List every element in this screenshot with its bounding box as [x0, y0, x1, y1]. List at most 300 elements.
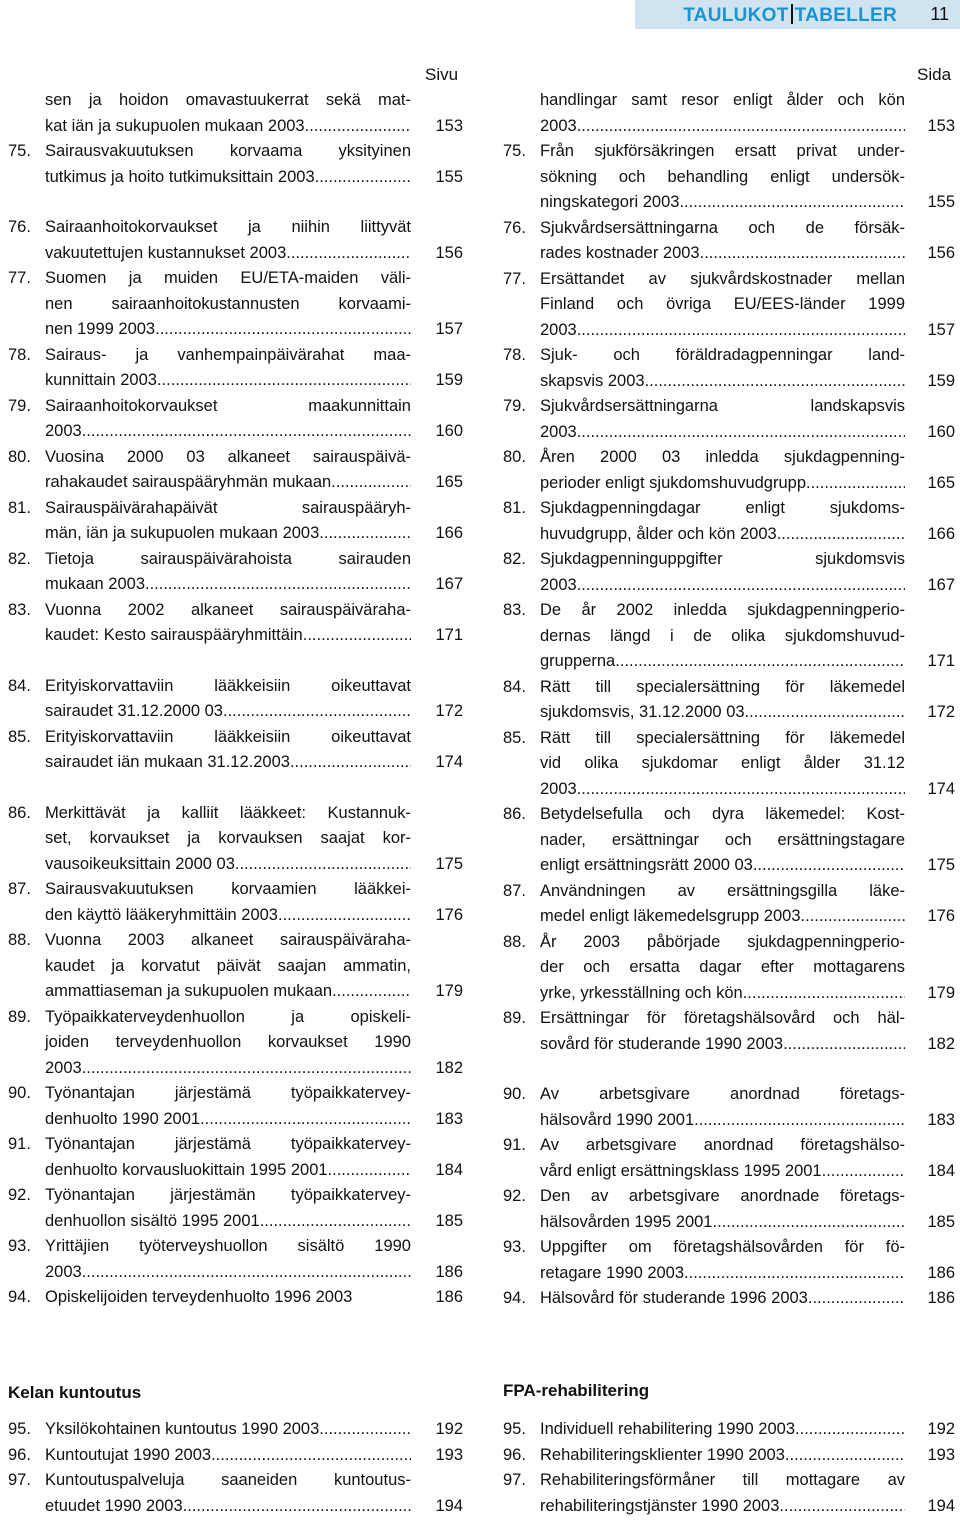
toc-entry[interactable] [503, 496, 955, 547]
toc-entry-text: medel enligt läkemedelsgrupp 2003 ..... [540, 904, 905, 930]
toc-entry[interactable] [503, 139, 955, 216]
leader-dots [278, 903, 411, 929]
leader-dots [157, 368, 411, 394]
toc-entry[interactable] [8, 1234, 463, 1285]
toc-entry-text: denhuolto korvausluokittain 1995 2001 ..... [45, 1158, 411, 1184]
toc-entry-text: Työpaikkaterveydenhuollon ja opiskeli- [45, 1007, 411, 1026]
toc-entry-number: 90. [503, 1085, 526, 1103]
toc-entry-text: Rätt till specialersättning för läkemedel [540, 677, 905, 696]
leader-dots [777, 522, 905, 548]
toc-entry-text: Suomen ja muiden EU/ETA-maiden väli- [45, 269, 411, 287]
toc-entry[interactable] [503, 802, 955, 879]
toc-entry-number: 86. [503, 805, 526, 823]
toc-entry-text: 2003 ..... [540, 777, 905, 803]
toc-entry-page: 194 [435, 1496, 463, 1515]
toc-entry-number: 81. [503, 499, 526, 517]
leader-dots [328, 1158, 411, 1184]
toc-fpa-rehab [503, 1417, 955, 1519]
toc-entry-text: yrke, yrkesställning och kön ..... [540, 981, 905, 1007]
toc-entry-text: enligt ersättningsrätt 2000 03 ..... [540, 853, 905, 879]
toc-entry-page: 157 [435, 320, 463, 338]
toc-entry-page: 184 [927, 1161, 955, 1180]
toc-entry-text: Sjukvårdsersättningarna och de försäk- [540, 218, 905, 237]
toc-entry-page: 182 [927, 1034, 955, 1053]
toc-entry-text: joiden terveydenhuollon korvaukset 1990 [45, 1033, 411, 1051]
toc-entry-number: 95. [8, 1420, 31, 1438]
toc-entry-text: sen ja hoidon omavastuukerrat sekä mat- [45, 91, 411, 109]
toc-entry-text: Tietoja sairauspäivärahoista sairauden [45, 549, 411, 568]
section-heading-fpa-rehab: FPA-rehabilitering [503, 1381, 650, 1400]
toc-entry-page: 167 [927, 575, 955, 594]
toc-entry-page: 175 [927, 856, 955, 874]
toc-entry-text: Sjuk- och föräldradagpenningar land- [540, 346, 905, 364]
toc-entry-text: 2003 ..... [45, 1056, 411, 1082]
leader-dots [806, 471, 905, 497]
toc-entry[interactable] [8, 1005, 463, 1082]
toc-entry[interactable] [8, 801, 463, 878]
toc-entry-text: 2003 ..... [540, 318, 905, 344]
leader-dots [577, 114, 905, 140]
leader-dots [305, 114, 411, 140]
toc-entry-page: 193 [927, 1445, 955, 1464]
toc-entry-text: grupperna ..... [540, 649, 905, 675]
leader-dots [155, 317, 411, 343]
toc-entry-number: 80. [8, 447, 31, 466]
toc-entry-text: Sairauspäivärahapäivät sairauspääryh- [45, 498, 411, 517]
leader-dots [319, 521, 411, 547]
toc-entry[interactable] [8, 139, 463, 190]
toc-entry[interactable] [503, 547, 955, 598]
toc-entry-text: 2003 ..... [540, 114, 905, 140]
leader-dots [211, 1443, 411, 1469]
toc-entry-text: etuudet 1990 2003 ..... [45, 1494, 411, 1520]
toc-entry-text: rehabiliteringstjänster 1990 2003 ..... [540, 1494, 905, 1520]
toc-entry-page: 186 [927, 1289, 955, 1307]
toc-kela-rehab [8, 1417, 463, 1519]
toc-entry-text: År 2003 påbörjade sjukdagpenningperio- [540, 932, 905, 951]
toc-entry-number: 83. [503, 601, 526, 619]
title-separator [791, 4, 793, 24]
toc-entry-page: 167 [435, 575, 463, 593]
toc-entry-text: ammattiaseman ja sukupuolen mukaan ..... [45, 979, 411, 1005]
toc-entry[interactable] [503, 1006, 955, 1057]
toc-entry-text: sairaudet 31.12.2000 03 ..... [45, 699, 411, 725]
toc-entry[interactable] [8, 598, 463, 649]
leader-dots [577, 420, 905, 446]
toc-entry[interactable] [503, 1235, 955, 1286]
toc-entry-page: 160 [435, 422, 463, 440]
toc-entry-text: Sjukvårdsersättningarna landskapsvis [540, 397, 905, 415]
toc-entry-text: Työnantajan järjestämä työpaikkatervey- [45, 1135, 411, 1153]
toc-entry-number: 75. [8, 142, 31, 160]
leader-dots [801, 904, 905, 930]
leader-dots [82, 419, 411, 445]
toc-entry[interactable] [503, 267, 955, 344]
toc-entry-text: Kuntoutuspalveluja saaneiden kuntoutus- [45, 1471, 411, 1489]
toc-entry[interactable] [503, 445, 955, 496]
toc-entry-text: Erityiskorvattaviin lääkkeisiin oikeuttavat [45, 727, 411, 746]
toc-entry[interactable] [503, 1082, 955, 1133]
toc-entry-page: 185 [435, 1211, 463, 1230]
toc-entry-number: 85. [8, 727, 31, 746]
toc-entry-text: hälsovård 1990 2001 ..... [540, 1108, 905, 1134]
toc-entry-text: hälsovården 1995 2001 ..... [540, 1210, 905, 1236]
toc-entry-text: Sjukdagpenningdagar enligt sjukdoms- [540, 499, 905, 517]
leader-dots [779, 1494, 905, 1520]
toc-entry[interactable] [503, 343, 955, 394]
toc-entry-text: Rehabiliteringsklienter 1990 2003 ..... [540, 1443, 905, 1469]
toc-entry-number: 91. [8, 1135, 31, 1153]
toc-entry-number: 88. [8, 931, 31, 949]
leader-dots [745, 700, 905, 726]
leader-dots [743, 981, 905, 1007]
toc-entry-number: 80. [503, 448, 526, 466]
toc-entry-text: Merkittävät ja kalliit lääkkeet: Kustannuk- [45, 803, 411, 822]
toc-entry[interactable] [8, 1417, 463, 1443]
toc-entry[interactable] [503, 1443, 955, 1469]
toc-entry[interactable] [503, 1417, 955, 1443]
toc-entry-page: 185 [927, 1212, 955, 1231]
toc-entry-text: nader, ersättningar och ersättningstagare [540, 830, 905, 849]
toc-entry-text: Sairaanhoitokorvaukset ja niihin liittyvät [45, 218, 411, 236]
toc-entry-text: vård enligt ersättningsklass 1995 2001 ..... [540, 1159, 905, 1185]
toc-entry-page: 157 [927, 320, 955, 339]
toc-entry-page: 166 [927, 524, 955, 543]
leader-dots [223, 699, 411, 725]
toc-entry[interactable] [8, 1468, 463, 1519]
toc-entry-text: 2003 ..... [540, 420, 905, 446]
title-finnish: TAULUKOT [683, 5, 789, 26]
leader-dots [290, 750, 411, 776]
toc-entry-text: Hälsovård för studerande 1996 2003 ..... [540, 1286, 905, 1312]
toc-entry-text: skapsvis 2003 ..... [540, 369, 905, 395]
toc-entry-number: 87. [503, 881, 526, 900]
leader-dots [303, 623, 411, 649]
toc-entry-number: 97. [8, 1471, 31, 1489]
leader-dots [183, 1494, 411, 1520]
toc-entry-text: Sairaus- ja vanhempainpäivärahat maa- [45, 345, 411, 364]
leader-dots [684, 1261, 905, 1287]
toc-entry-text: sovård för studerande 1990 2003 ..... [540, 1032, 905, 1058]
toc-entry-text: Yksilökohtainen kuntoutus 1990 2003 ..... [45, 1417, 411, 1443]
toc-entry-text: tutkimus ja hoito tutkimuksittain 2003 ..... [45, 165, 411, 191]
toc-entry-number: 89. [8, 1007, 31, 1026]
toc-entry-page: 184 [435, 1160, 463, 1179]
toc-entry[interactable] [8, 496, 463, 547]
toc-entry-page: 171 [927, 652, 955, 670]
toc-entry-text: kunnittain 2003 ..... [45, 368, 411, 394]
toc-entry-text: Den av arbetsgivare anordnade företags- [540, 1187, 905, 1205]
toc-entry-text: Sairaanhoitokorvaukset maakunnittain [45, 396, 411, 415]
toc-entry-text: vid olika sjukdomar enligt ålder 31.12 [540, 754, 905, 772]
toc-entry-page: 179 [435, 982, 463, 1000]
toc-entry-page: 172 [927, 703, 955, 721]
toc-entry-page: 166 [435, 524, 463, 542]
toc-entry-text: denhuollon sisältö 1995 2001 ..... [45, 1209, 411, 1235]
toc-entry-text: Användningen av ersättningsgilla läke- [540, 881, 905, 900]
toc-entry-text: 2003 ..... [540, 573, 905, 599]
toc-entry-page: 159 [927, 371, 955, 390]
leader-dots [331, 470, 411, 496]
leader-dots [753, 853, 905, 879]
toc-entry[interactable] [8, 1132, 463, 1183]
toc-entry-page: 186 [435, 1262, 463, 1281]
leader-dots [679, 190, 905, 216]
toc-entry-number: 88. [503, 932, 526, 951]
page-header [0, 0, 960, 30]
toc-entry-number: 92. [8, 1186, 31, 1204]
toc-entry-text: Vuonna 2003 alkaneet sairauspäiväraha- [45, 931, 411, 949]
toc-entry-number: 78. [503, 346, 526, 364]
toc-entry-text: De år 2002 inledda sjukdagpenningperio- [540, 601, 905, 619]
toc-entry-text: sjukdomsvis, 31.12.2000 03 ..... [540, 700, 905, 726]
toc-entry-text: Sairausvakuutuksen korvaama yksityinen [45, 142, 411, 160]
toc-entry-text: sairaudet iän mukaan 31.12.2003 ..... [45, 750, 411, 776]
toc-entry-number: 76. [503, 218, 526, 237]
leader-dots [577, 318, 905, 344]
toc-entry-number: 82. [8, 549, 31, 568]
toc-entry-page: 153 [435, 116, 463, 135]
toc-entry-text: Opiskelijoiden terveydenhuolto 1996 2003 [45, 1288, 353, 1306]
right-page-heading: Sida [917, 65, 952, 84]
toc-entry-number: 97. [503, 1471, 526, 1489]
toc-entry-page: 171 [435, 626, 463, 644]
toc-entry-number: 77. [8, 269, 31, 287]
leader-dots [260, 1209, 411, 1235]
toc-entry-page: 192 [435, 1420, 463, 1438]
toc-entry-text: Av arbetsgivare anordnad företags- [540, 1085, 905, 1103]
toc-entry-page: 193 [435, 1445, 463, 1464]
toc-entry-number: 79. [503, 397, 526, 415]
toc-entry-text: Kuntoutujat 1990 2003 ..... [45, 1443, 411, 1469]
toc-entry-page: 176 [435, 905, 463, 924]
toc-entry-page: 175 [435, 854, 463, 873]
toc-entry-number: 82. [503, 550, 526, 568]
toc-entry[interactable] [503, 1133, 955, 1184]
toc-entry-number: 89. [503, 1009, 526, 1027]
toc-entry-text: den käyttö lääkeryhmittäin 2003 ..... [45, 903, 411, 929]
toc-entry-text: Av arbetsgivare anordnad företagshälso- [540, 1136, 905, 1154]
toc-entry[interactable] [503, 88, 955, 139]
toc-entry-text: handlingar samt resor enligt ålder och kön [540, 91, 905, 109]
toc-entry-page: 165 [927, 473, 955, 492]
toc-entry-number: 81. [8, 498, 31, 517]
leader-dots [577, 777, 905, 803]
toc-finnish [8, 88, 463, 1311]
leader-dots [795, 1417, 905, 1443]
toc-entry-text: Sairausvakuutuksen korvaamien lääkkei- [45, 880, 411, 898]
leader-dots [822, 1159, 905, 1185]
toc-entry-text: vakuutettujen kustannukset 2003 ..... [45, 241, 411, 267]
toc-entry-text: Åren 2000 03 inledda sjukdagpenning- [540, 448, 905, 466]
toc-entry[interactable] [503, 1468, 955, 1519]
toc-entry-page: 160 [927, 422, 955, 441]
toc-entry-page: 172 [435, 702, 463, 720]
toc-entry-text: Erityiskorvattaviin lääkkeisiin oikeuttavat [45, 676, 411, 695]
toc-entry-text: Ersättningar för företagshälsovård och häl- [540, 1009, 905, 1027]
toc-entry-number: 90. [8, 1084, 31, 1102]
toc-entry[interactable] [503, 394, 955, 445]
toc-entry[interactable] [503, 216, 955, 267]
toc-entry-page: 156 [435, 243, 463, 262]
toc-entry-number: 78. [8, 345, 31, 364]
toc-entry-number: 85. [503, 728, 526, 747]
toc-entry-page: 156 [927, 244, 955, 262]
toc-entry-text: Rätt till specialersättning för läkemedel [540, 728, 905, 747]
toc-entry-text: Työnantajan järjestämä työpaikkatervey- [45, 1084, 411, 1102]
toc-swedish [503, 88, 955, 1312]
toc-entry[interactable] [503, 726, 955, 803]
toc-entry[interactable] [8, 88, 463, 139]
leader-dots [615, 649, 905, 675]
toc-entry-text: Rehabiliteringsförmåner till mottagare av [540, 1471, 905, 1489]
toc-entry-number: 96. [8, 1445, 31, 1464]
toc-entry[interactable] [8, 725, 463, 776]
toc-entry-page: 182 [435, 1058, 463, 1077]
toc-entry-number: 92. [503, 1187, 526, 1205]
leader-dots [82, 1260, 411, 1286]
toc-entry-text: män, iän ja sukupuolen mukaan 2003 ..... [45, 521, 411, 547]
toc-entry-text: Työnantajan järjestämän työpaikkatervey- [45, 1186, 411, 1204]
toc-entry-text: Finland och övriga EU/EES-länder 1999 [540, 295, 905, 313]
leader-dots [82, 1056, 411, 1082]
toc-entry-text: kat iän ja sukupuolen mukaan 2003 ..... [45, 114, 411, 140]
toc-entry[interactable] [503, 879, 955, 930]
leader-dots [577, 573, 905, 599]
toc-entry-number: 94. [503, 1289, 526, 1307]
toc-entry[interactable] [8, 215, 463, 266]
toc-entry[interactable] [8, 394, 463, 445]
toc-entry-text: rades kostnader 2003 ..... [540, 241, 905, 267]
title-swedish: TABELLER [794, 5, 897, 26]
toc-entry-number: 86. [8, 803, 31, 822]
leader-dots [286, 241, 411, 267]
toc-entry[interactable] [8, 1183, 463, 1234]
section-title [683, 4, 897, 27]
toc-entry[interactable] [8, 1285, 463, 1311]
left-page-heading: Sivu [425, 65, 459, 84]
toc-entry-text: Ersättandet av sjukvårdskostnader mellan [540, 269, 905, 288]
toc-entry-text: ningskategori 2003 ..... [540, 190, 905, 216]
toc-entry-number: 75. [503, 142, 526, 160]
toc-entry-number: 91. [503, 1136, 526, 1154]
toc-entry-text: mukaan 2003 ..... [45, 572, 411, 598]
leader-dots [235, 852, 411, 878]
leader-dots [645, 369, 905, 395]
toc-entry-page: 153 [927, 116, 955, 135]
toc-entry-page: 186 [435, 1288, 463, 1306]
toc-entry[interactable] [8, 547, 463, 598]
toc-entry-text: dernas längd i de olika sjukdomshuvud- [540, 626, 905, 645]
toc-entry-number: 79. [8, 396, 31, 415]
toc-entry-text: nen 1999 2003 ..... [45, 317, 411, 343]
toc-entry[interactable] [8, 1443, 463, 1469]
toc-entry-page: 174 [435, 753, 463, 771]
toc-entry-number: 95. [503, 1420, 526, 1438]
leader-dots [315, 165, 411, 191]
toc-entry-number: 94. [8, 1288, 31, 1306]
toc-entry-text: Uppgifter om företagshälsovården för fö- [540, 1238, 905, 1256]
toc-entry-text: der och ersatta dagar efter mottagarens [540, 958, 905, 976]
toc-entry-page: 186 [927, 1263, 955, 1282]
toc-entry-number: 93. [8, 1237, 31, 1255]
toc-entry-text: Individuell rehabilitering 1990 2003 ..... [540, 1417, 905, 1443]
toc-entry-text: Yrittäjien työterveyshuollon sisältö 1990 [45, 1237, 411, 1255]
leader-dots [783, 1032, 905, 1058]
toc-entry-number: 83. [8, 600, 31, 619]
toc-entry[interactable] [8, 1081, 463, 1132]
leader-dots [712, 1210, 905, 1236]
toc-entry[interactable] [503, 930, 955, 1007]
section-heading-kela-rehab: Kelan kuntoutus [8, 1383, 142, 1402]
toc-entry-number: 77. [503, 269, 526, 288]
toc-entry-number: 87. [8, 880, 31, 898]
toc-entry[interactable] [8, 445, 463, 496]
toc-entry-text: denhuolto 1990 2001 ..... [45, 1107, 411, 1133]
toc-entry-page: 155 [435, 167, 463, 186]
toc-entry-number: 84. [8, 676, 31, 695]
toc-entry-page: 194 [927, 1496, 955, 1515]
toc-entry[interactable] [503, 1286, 955, 1312]
leader-dots [785, 1443, 905, 1469]
leader-dots [694, 1108, 905, 1134]
toc-entry-page: 165 [435, 473, 463, 491]
toc-entry[interactable] [8, 674, 463, 725]
toc-entry-page: 192 [927, 1420, 955, 1438]
toc-entry-number: 76. [8, 218, 31, 236]
toc-entry-page: 174 [927, 779, 955, 798]
leader-dots [700, 241, 905, 267]
leader-dots [808, 1286, 905, 1312]
toc-entry-page: 176 [927, 907, 955, 925]
toc-entry[interactable] [503, 1184, 955, 1235]
toc-entry[interactable] [8, 928, 463, 1005]
toc-entry-page: 183 [435, 1109, 463, 1128]
toc-entry-text: 2003 ..... [45, 1260, 411, 1286]
toc-entry-text: kaudet ja korvatut päivät saajan ammatin, [45, 956, 411, 975]
toc-entry-text: 2003 ..... [45, 419, 411, 445]
toc-entry-text: Sjukdagpenninguppgifter sjukdomsvis [540, 550, 905, 568]
leader-dots [319, 1417, 411, 1443]
toc-entry[interactable] [8, 343, 463, 394]
toc-entry-page: 179 [927, 983, 955, 1002]
leader-dots [200, 1107, 411, 1133]
leader-dots [332, 979, 411, 1005]
toc-entry-text: Från sjukförsäkringen ersatt privat under- [540, 142, 905, 160]
toc-entry[interactable] [503, 598, 955, 675]
toc-entry-text: nen sairaanhoitokustannusten korvaami- [45, 294, 411, 313]
toc-entry-text: retagare 1990 2003 ..... [540, 1261, 905, 1287]
toc-entry[interactable] [503, 675, 955, 726]
toc-entry-text: Vuonna 2002 alkaneet sairauspäiväraha- [45, 600, 411, 619]
toc-entry-text: huvudgrupp, ålder och kön 2003 ..... [540, 522, 905, 548]
toc-entry-text: kaudet: Kesto sairauspääryhmittäin ..... [45, 623, 411, 649]
toc-entry-text: Betydelsefulla och dyra läkemedel: Kost- [540, 805, 905, 823]
leader-dots [145, 572, 411, 598]
toc-entry-text: Vuosina 2000 03 alkaneet sairauspäivä- [45, 447, 411, 466]
toc-entry-text: set, korvaukset ja korvauksen saajat kor- [45, 829, 411, 847]
toc-entry-page: 159 [435, 371, 463, 389]
toc-entry-page: 183 [927, 1110, 955, 1129]
toc-entry[interactable] [8, 877, 463, 928]
toc-entry-number: 84. [503, 677, 526, 696]
toc-entry-number: 96. [503, 1445, 526, 1464]
toc-entry-page: 155 [927, 193, 955, 211]
toc-entry-number: 93. [503, 1238, 526, 1256]
toc-entry[interactable] [8, 266, 463, 343]
toc-entry-text: sökning och behandling enligt undersök- [540, 167, 905, 186]
page-number: 11 [930, 4, 949, 24]
